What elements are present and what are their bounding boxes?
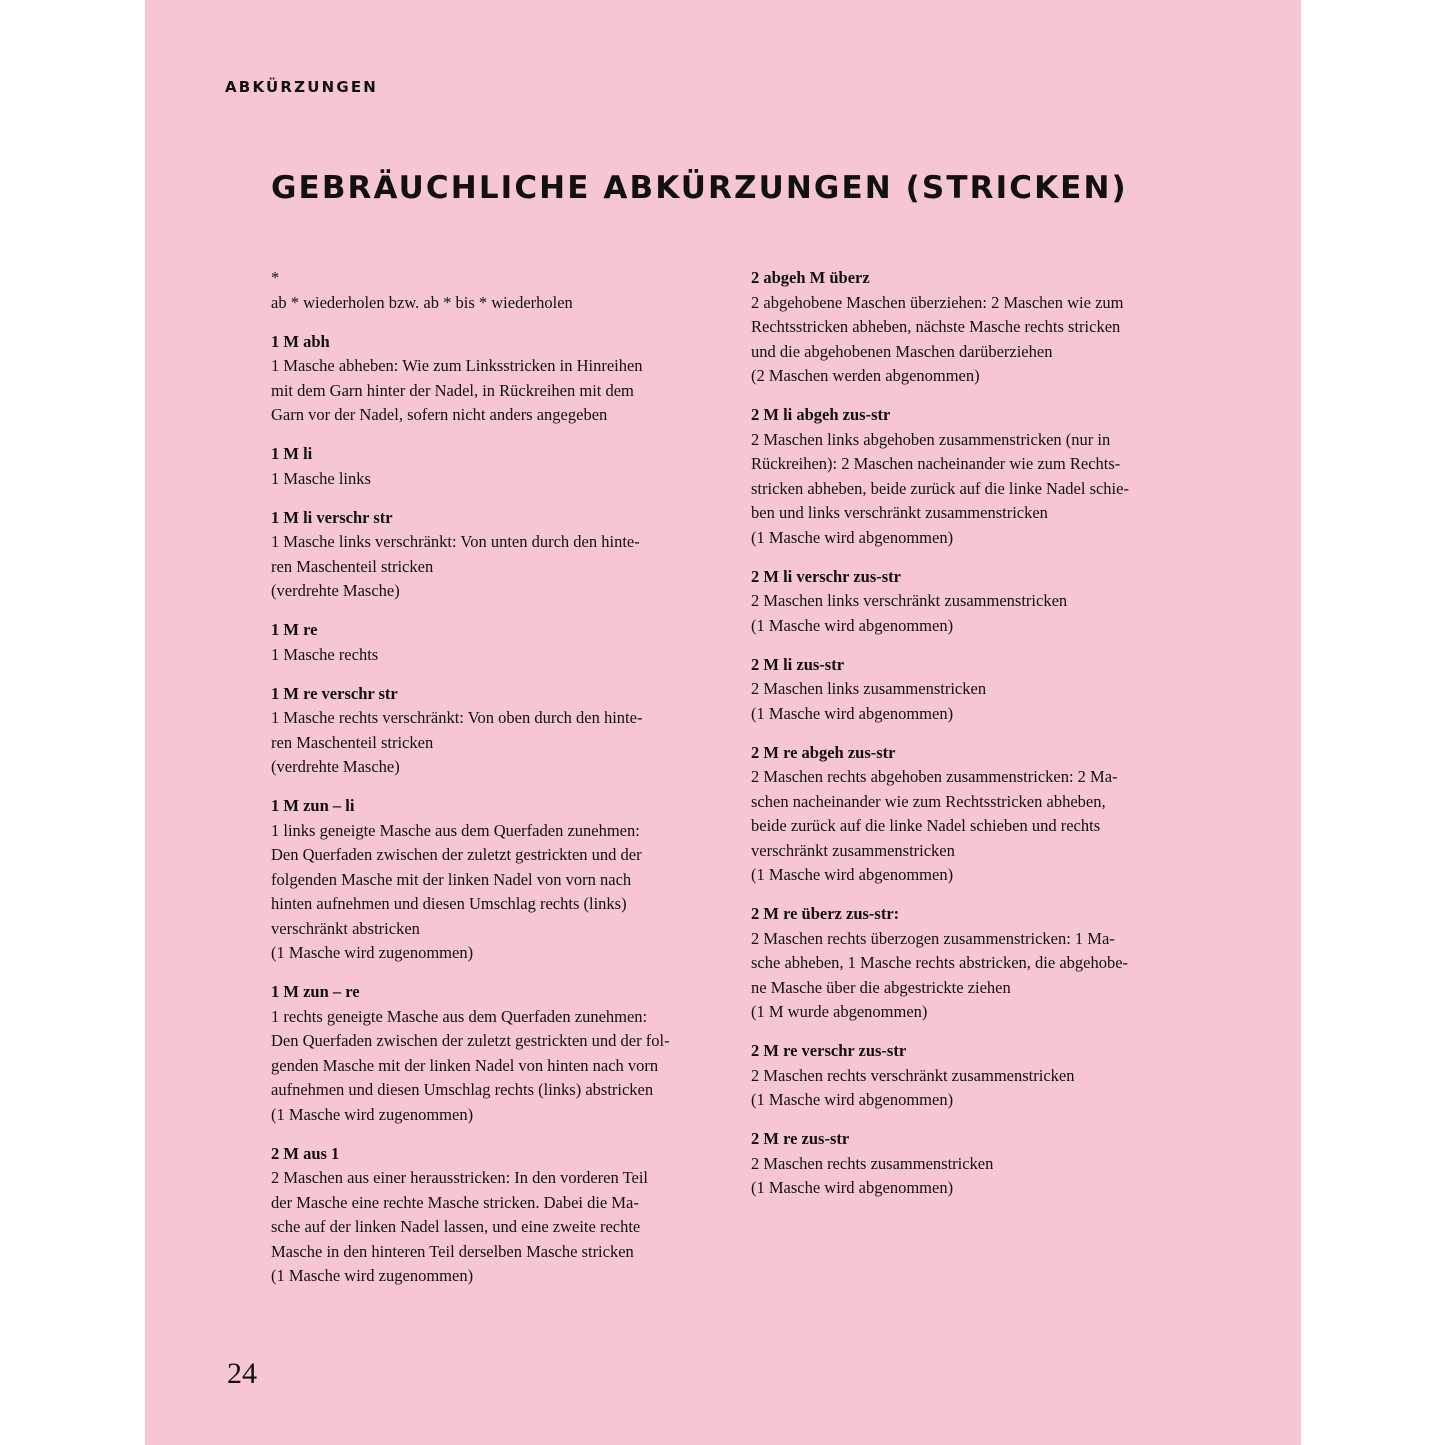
glossary-term: 1 M li verschr str (271, 507, 393, 527)
glossary-term: 2 M li zus-str (751, 654, 845, 674)
glossary-definition: 1 Masche rechts verschränkt: Von oben durch den hinte- ren Maschenteil stricken (verdrehte Masche) (271, 708, 643, 776)
glossary-term: 1 M re (271, 620, 318, 639)
glossary-entry (271, 618, 711, 667)
glossary-entry (751, 653, 1191, 727)
glossary-entry (751, 1127, 1191, 1201)
glossary-term: 2 abgeh M überz (751, 268, 870, 287)
glossary-term: * (271, 268, 280, 287)
page-number: 24 (227, 1357, 257, 1390)
glossary-entry (271, 442, 711, 491)
right-column (751, 266, 1191, 1215)
glossary-definition: 1 Masche links verschränkt: Von unten durch den hinte- ren Maschenteil stricken (verdrehte Masche) (271, 532, 640, 600)
glossary-definition: 2 Maschen links verschränkt zusammenstricken (1 Masche wird abgenommen) (751, 591, 1068, 635)
glossary-term: 1 M li (271, 444, 313, 463)
glossary-entry (271, 266, 711, 315)
glossary-term: 1 M zun – li (271, 796, 355, 815)
glossary-definition: 1 rechts geneigte Masche aus dem Querfaden zunehmen: Den Querfaden zwischen der zuletzt gestrickten und der fol- genden Masche mit der linken Nadel von hinten nach vorn aufnehmen und diesen Umschlag rechts (links) abstricken (1 Masche wird zugenommen) (271, 1006, 670, 1124)
glossary-entry (271, 682, 711, 780)
glossary-term: 1 M zun – re (271, 982, 360, 1001)
glossary-entry (271, 1142, 711, 1289)
glossary-term: 2 M re verschr zus-str (751, 1041, 907, 1060)
glossary-entry (271, 330, 711, 428)
glossary-definition: 2 abgehobene Maschen überziehen: 2 Maschen wie zum Rechtsstricken abheben, nächste Masche rechts stricken und die abgehobenen Maschen darüberziehen (2 Maschen werden abgenommen) (751, 292, 1124, 385)
glossary-definition: 2 Maschen links zusammenstricken (1 Masche wird abgenommen) (751, 679, 987, 723)
glossary-entry (751, 741, 1191, 888)
glossary-definition: 1 Masche rechts (271, 644, 379, 664)
glossary-term: 2 M re überz zus-str: (751, 904, 900, 923)
glossary-definition: 2 Maschen rechts verschränkt zusammenstricken (1 Masche wird abgenommen) (751, 1065, 1075, 1109)
glossary-definition: 1 links geneigte Masche aus dem Querfaden zunehmen: Den Querfaden zwischen der zuletzt gestrickten und der folgenden Masche mit der linken Nadel von vorn nach hinten aufnehmen und diesen Umschlag rechts (links) verschränkt abstricken (1 Masche wird zugenommen) (271, 820, 642, 962)
book-page (145, 0, 1301, 1445)
glossary-entry (271, 506, 711, 604)
glossary-definition: 1 Masche links (271, 468, 371, 488)
glossary-term: 2 M li abgeh zus-str (751, 405, 891, 424)
glossary-entry (751, 266, 1191, 389)
glossary-entry (751, 1039, 1191, 1113)
glossary-definition: 1 Masche abheben: Wie zum Linksstricken in Hinreihen mit dem Garn hinter der Nadel, in Rückreihen mit dem Garn vor der Nadel, sofern nicht anders angegeben (271, 356, 643, 424)
glossary-term: 1 M re verschr str (271, 683, 398, 703)
glossary-term: 2 M li verschr zus-str (751, 566, 901, 586)
glossary-term: 1 M abh (271, 331, 330, 351)
page-title: GEBRÄUCHLICHE ABKÜRZUNGEN (STRICKEN) (271, 170, 1128, 206)
glossary-definition: 2 Maschen aus einer herausstricken: In den vorderen Teil der Masche eine rechte Masche stricken. Dabei die Ma- sche auf der linken Nadel lassen, und eine zweite rechte Masche in den hinteren Teil derselben Masche stricken (1 Masche wird zugenommen) (271, 1168, 648, 1285)
glossary-definition: 2 Maschen rechts zusammenstricken (1 Masche wird abgenommen) (751, 1153, 994, 1197)
glossary-entry (751, 902, 1191, 1025)
running-head: ABKÜRZUNGEN (225, 78, 379, 96)
glossary-definition: 2 Maschen rechts abgehoben zusammenstricken: 2 Ma- schen nacheinander wie zum Rechtsstricken abheben, beide zurück auf die linke Nadel schieben und rechts verschränkt zusammenstricken (1 Masche wird abgenommen) (751, 767, 1118, 884)
glossary-entry (751, 403, 1191, 550)
glossary-term: 2 M aus 1 (271, 1143, 340, 1163)
glossary-definition: 2 Maschen links abgehoben zusammenstricken (nur in Rückreihen): 2 Maschen nacheinander wie zum Rechts- stricken abheben, beide zurück auf die linke Nadel schie- ben und links verschränkt zusammenstricken (1 Masche wird abgenommen) (751, 429, 1129, 547)
glossary-entry (271, 980, 711, 1127)
glossary-term: 2 M re zus-str (751, 1129, 850, 1148)
glossary-definition: 2 Maschen rechts überzogen zusammenstricken: 1 Ma- sche abheben, 1 Masche rechts abstricken, die abgehobe- ne Masche über die abgestrickte ziehen (1 M wurde abgenommen) (751, 928, 1129, 1021)
glossary-entry (271, 794, 711, 966)
glossary-term: 2 M re abgeh zus-str (751, 742, 896, 762)
left-column (271, 266, 711, 1303)
glossary-entry (751, 565, 1191, 639)
glossary-definition: ab * wiederholen bzw. ab * bis * wiederholen (271, 292, 573, 312)
